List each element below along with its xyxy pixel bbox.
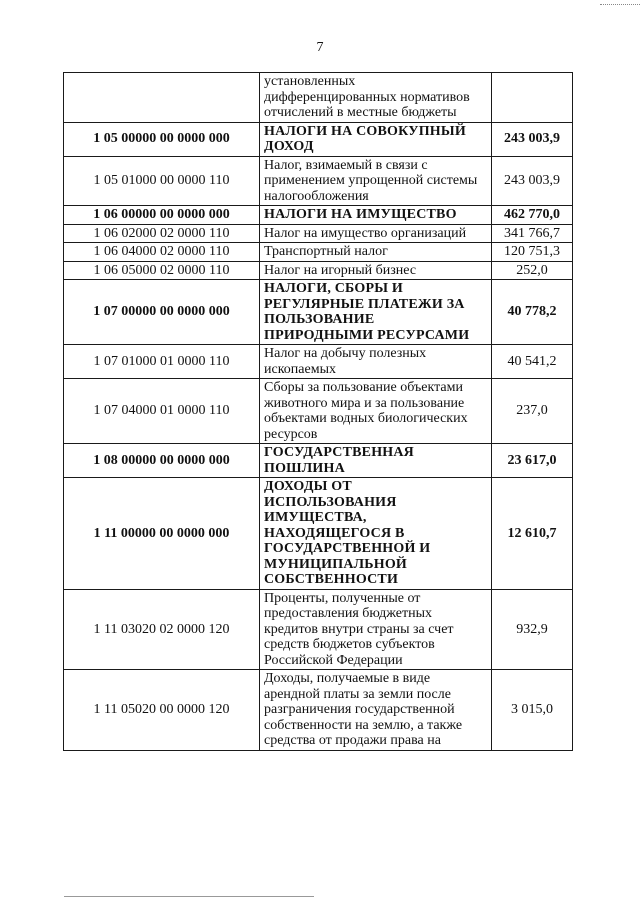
classification-code: 1 11 00000 00 0000 000 xyxy=(64,478,260,590)
table-row xyxy=(64,261,573,280)
revenue-amount: 243 003,9 xyxy=(492,156,573,206)
revenue-name: Сборы за пользование объектами животного мира и за пользование объектами водных биологических ресурсов xyxy=(260,379,492,444)
table-row-section xyxy=(64,444,573,478)
revenue-amount: 3 015,0 xyxy=(492,670,573,751)
revenue-name: НАЛОГИ, СБОРЫ И РЕГУЛЯРНЫЕ ПЛАТЕЖИ ЗА ПОЛЬЗОВАНИЕ ПРИРОДНЫМИ РЕСУРСАМИ xyxy=(260,280,492,345)
revenue-name: Налог на имущество организаций xyxy=(260,224,492,243)
revenue-amount: 40 541,2 xyxy=(492,345,573,379)
classification-code: 1 07 00000 00 0000 000 xyxy=(64,280,260,345)
revenue-name: Транспортный налог xyxy=(260,243,492,262)
classification-code: 1 05 00000 00 0000 000 xyxy=(64,122,260,156)
table-row xyxy=(64,243,573,262)
revenue-amount: 252,0 xyxy=(492,261,573,280)
table-row xyxy=(64,670,573,751)
revenue-amount: 40 778,2 xyxy=(492,280,573,345)
revenue-name: установленных дифференцированных нормативов отчислений в местные бюджеты xyxy=(260,73,492,123)
revenue-amount: 462 770,0 xyxy=(492,206,573,225)
classification-code: 1 07 04000 01 0000 110 xyxy=(64,379,260,444)
revenue-amount: 12 610,7 xyxy=(492,478,573,590)
table-row xyxy=(64,379,573,444)
classification-code: 1 05 01000 00 0000 110 xyxy=(64,156,260,206)
revenue-name: НАЛОГИ НА ИМУЩЕСТВО xyxy=(260,206,492,225)
revenue-amount: 341 766,7 xyxy=(492,224,573,243)
table-row xyxy=(64,224,573,243)
table-row-section xyxy=(64,478,573,590)
classification-code: 1 06 02000 02 0000 110 xyxy=(64,224,260,243)
revenue-name: ГОСУДАРСТВЕННАЯ ПОШЛИНА xyxy=(260,444,492,478)
revenue-amount: 237,0 xyxy=(492,379,573,444)
table-row xyxy=(64,589,573,670)
revenue-name: Доходы, получаемые в виде арендной платы за земли после разграничения государственной собственности на землю, а также средства от продажи права на xyxy=(260,670,492,751)
revenue-amount: 243 003,9 xyxy=(492,122,573,156)
table-row xyxy=(64,345,573,379)
revenue-amount: 932,9 xyxy=(492,589,573,670)
classification-code: 1 06 04000 02 0000 110 xyxy=(64,243,260,262)
revenue-amount: 120 751,3 xyxy=(492,243,573,262)
revenue-name: Налог на добычу полезных ископаемых xyxy=(260,345,492,379)
classification-code: 1 11 03020 02 0000 120 xyxy=(64,589,260,670)
revenue-table-body xyxy=(64,73,573,751)
revenue-name: Проценты, полученные от предоставления бюджетных кредитов внутри страны за счет средств бюджетов субъектов Российской Федерации xyxy=(260,589,492,670)
revenue-name: Налог на игорный бизнес xyxy=(260,261,492,280)
classification-code: 1 06 00000 00 0000 000 xyxy=(64,206,260,225)
table-row xyxy=(64,156,573,206)
classification-code: 1 07 01000 01 0000 110 xyxy=(64,345,260,379)
classification-code: 1 11 05020 00 0000 120 xyxy=(64,670,260,751)
table-row-section xyxy=(64,280,573,345)
page-bottom-rule xyxy=(64,896,314,897)
table-row-section xyxy=(64,122,573,156)
page-number: 7 xyxy=(316,40,324,55)
classification-code: 1 08 00000 00 0000 000 xyxy=(64,444,260,478)
revenue-name: ДОХОДЫ ОТ ИСПОЛЬЗОВАНИЯ ИМУЩЕСТВА, НАХОДЯЩЕГОСЯ В ГОСУДАРСТВЕННОЙ И МУНИЦИПАЛЬНОЙ СОБСТВЕННОСТИ xyxy=(260,478,492,590)
table-row xyxy=(64,73,573,123)
revenue-name: НАЛОГИ НА СОВОКУПНЫЙ ДОХОД xyxy=(260,122,492,156)
table-row-section xyxy=(64,206,573,225)
classification-code xyxy=(64,73,260,123)
classification-code: 1 06 05000 02 0000 110 xyxy=(64,261,260,280)
revenue-table xyxy=(63,72,573,751)
revenue-amount: 23 617,0 xyxy=(492,444,573,478)
revenue-amount xyxy=(492,73,573,123)
scan-corner-mark xyxy=(600,4,640,5)
revenue-name: Налог, взимаемый в связи с применением упрощенной системы налогообложения xyxy=(260,156,492,206)
